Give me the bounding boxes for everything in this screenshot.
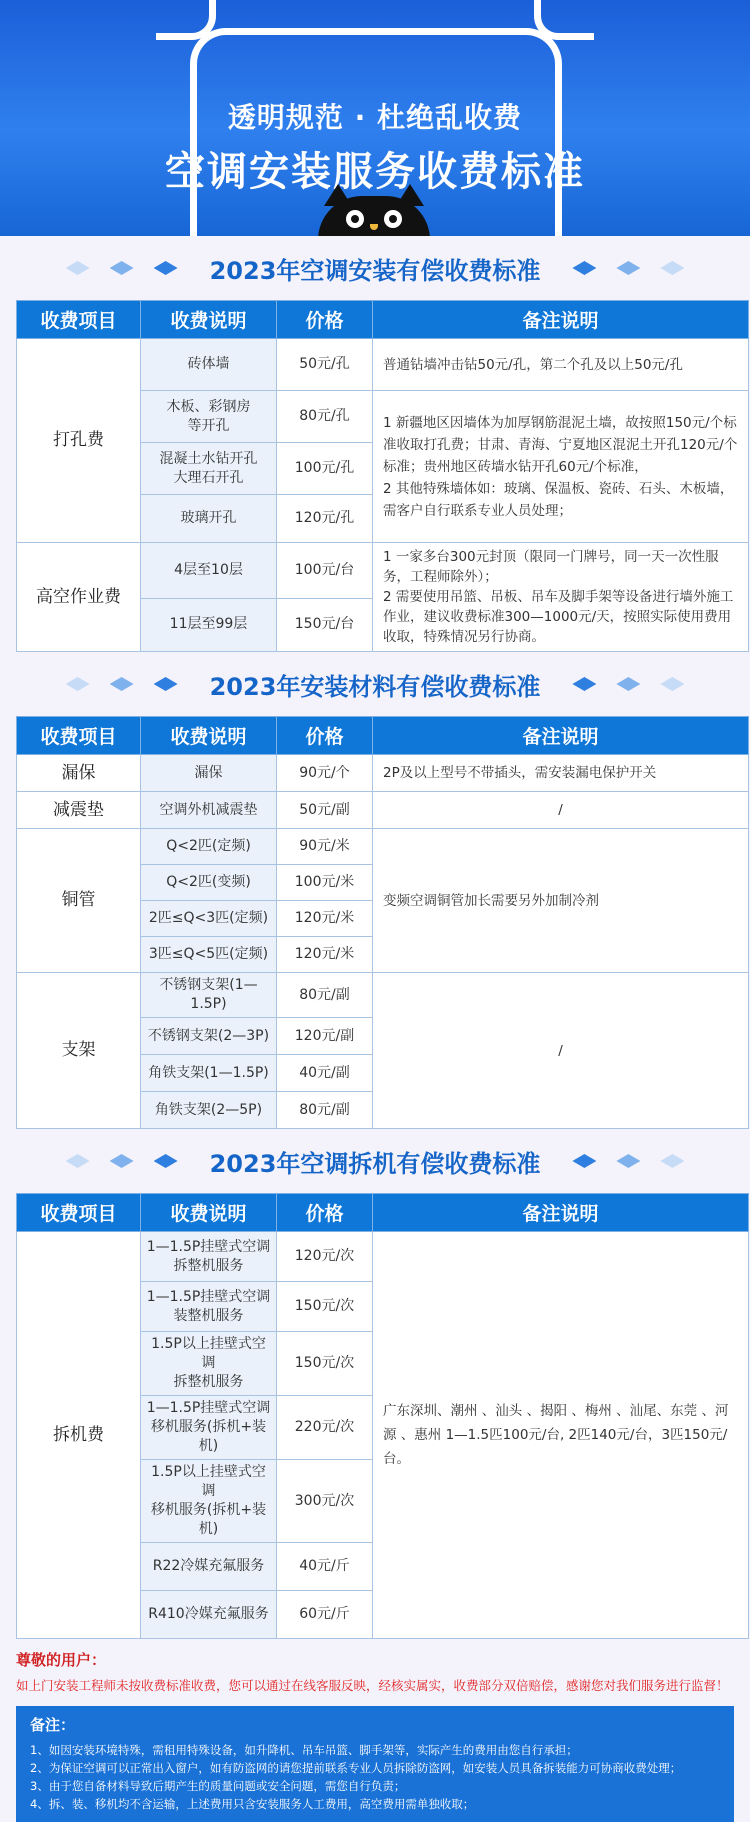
col-header-price: 价格 — [277, 301, 373, 339]
item-cell: 支架 — [17, 973, 141, 1129]
desc-cell: Q<2匹(定频) — [141, 829, 277, 865]
section-title-text: 2023年安装材料有偿收费标准 — [209, 672, 541, 701]
desc-cell: 4层至10层 — [141, 543, 277, 599]
notice-heading: 尊敬的用户： — [16, 1651, 107, 1669]
desc-cell: 不锈钢支架(1—1.5P) — [141, 973, 277, 1018]
install-fee-table — [16, 300, 749, 652]
price-cell: 80元/孔 — [277, 391, 373, 443]
table-row — [17, 1232, 749, 1282]
price-cell: 120元/次 — [277, 1232, 373, 1282]
item-cell: 打孔费 — [17, 339, 141, 543]
note-cell: 广东深圳、潮州 、汕头 、揭阳 、梅州 、汕尾、东莞 、河源 、惠州 1—1.5匹100元/台, 2匹140元/台，3匹150元/台。 — [373, 1232, 749, 1639]
desc-cell: 混凝土水钻开孔 大理石开孔 — [141, 443, 277, 495]
desc-cell: Q<2匹(变频) — [141, 865, 277, 901]
user-notice — [16, 1649, 734, 1694]
desc-cell: 砖体墙 — [141, 339, 277, 391]
table-row — [17, 973, 749, 1018]
price-cell: 40元/副 — [277, 1055, 373, 1092]
desc-cell: 角铁支架(2—5P) — [141, 1092, 277, 1129]
price-cell: 120元/米 — [277, 901, 373, 937]
price-cell: 150元/次 — [277, 1332, 373, 1396]
price-cell: 90元/米 — [277, 829, 373, 865]
note-cell: 1 新疆地区因墙体为加厚钢筋混泥土墙，故按照150元/个标准收取打孔费；甘肃、青海、宁夏地区混泥土开孔120元/个标准；贵州地区砖墙水钻开孔60元/个标准， 2 其他特殊墙体如：玻璃、保温板、瓷砖、石头、木板墙，需客户自行联系专业人员处理； — [373, 391, 749, 543]
col-header-desc: 收费说明 — [141, 301, 277, 339]
desc-cell: 玻璃开孔 — [141, 495, 277, 543]
note-cell: 1 一家多台300元封顶（限同一门牌号，同一天一次性服务，工程师除外）； 2 需要使用吊篮、吊板、吊车及脚手架等设备进行墙外施工作业，建议收费标准300—1000元/天，按照实际使用费用收取，特殊情况另行协商。 — [373, 543, 749, 652]
desc-cell: R22冷媒充氟服务 — [141, 1543, 277, 1591]
note-cell: / — [373, 973, 749, 1129]
col-header-item: 收费项目 — [17, 717, 141, 755]
desc-cell: 空调外机减震垫 — [141, 792, 277, 829]
section-title-material — [0, 652, 750, 716]
price-cell: 80元/副 — [277, 973, 373, 1018]
desc-cell: 漏保 — [141, 755, 277, 792]
price-cell: 300元/次 — [277, 1460, 373, 1543]
section-title-text: 2023年空调拆机有偿收费标准 — [209, 1149, 541, 1178]
col-header-note: 备注说明 — [373, 717, 749, 755]
remarks-line: 4、拆、装、移机均不含运输，上述费用只含安装服务人工费用，高空费用需单独收取； — [30, 1797, 475, 1811]
price-cell: 100元/孔 — [277, 443, 373, 495]
tmall-cat-icon — [318, 196, 430, 236]
remarks-line: 2、为保证空调可以正常出入窗户，如有防盗网的请您提前联系专业人员拆除防盗网，如安装人员具备拆装能力可协商收费处理； — [30, 1761, 682, 1775]
item-cell: 漏保 — [17, 755, 141, 792]
desc-cell: 2匹≤Q<3匹(定频) — [141, 901, 277, 937]
col-header-note: 备注说明 — [373, 1194, 749, 1232]
desc-cell: R410冷媒充氟服务 — [141, 1591, 277, 1639]
col-header-item: 收费项目 — [17, 1194, 141, 1232]
table-row — [17, 755, 749, 792]
desc-cell: 1—1.5P挂壁式空调 拆整机服务 — [141, 1232, 277, 1282]
table-row — [17, 829, 749, 865]
desc-cell: 11层至99层 — [141, 598, 277, 651]
price-cell: 120元/副 — [277, 1018, 373, 1055]
table-header-row — [17, 717, 749, 755]
col-header-note: 备注说明 — [373, 301, 749, 339]
price-cell: 150元/台 — [277, 598, 373, 651]
remarks-line: 1、如因安装环境特殊，需租用特殊设备，如升降机、吊车吊篮、脚手架等，实际产生的费用由您自行承担； — [30, 1743, 578, 1757]
note-cell: 变频空调铜管加长需要另外加制冷剂 — [373, 829, 749, 973]
price-cell: 50元/孔 — [277, 339, 373, 391]
col-header-price: 价格 — [277, 1194, 373, 1232]
price-cell: 150元/次 — [277, 1282, 373, 1332]
col-header-price: 价格 — [277, 717, 373, 755]
desc-cell: 1—1.5P挂壁式空调 装整机服务 — [141, 1282, 277, 1332]
notice-text: 如上门安装工程师未按收费标准收费，您可以通过在线客服反映，经核实属实，收费部分双倍赔偿，感谢您对我们服务进行监督！ — [16, 1678, 729, 1693]
desc-cell: 3匹≤Q<5匹(定频) — [141, 937, 277, 973]
table-row — [17, 792, 749, 829]
item-cell: 拆机费 — [17, 1232, 141, 1639]
price-cell: 50元/副 — [277, 792, 373, 829]
table-row — [17, 339, 749, 391]
note-cell: 2P及以上型号不带插头，需安装漏电保护开关 — [373, 755, 749, 792]
remarks-heading: 备注： — [30, 1716, 76, 1734]
removal-fee-table — [16, 1193, 749, 1639]
table-header-row — [17, 1194, 749, 1232]
price-cell: 220元/次 — [277, 1396, 373, 1460]
price-cell: 120元/米 — [277, 937, 373, 973]
section-title-text: 2023年空调安装有偿收费标准 — [209, 256, 541, 285]
section-title-install — [0, 236, 750, 300]
section-title-removal — [0, 1129, 750, 1193]
table-row — [17, 543, 749, 599]
desc-cell: 木板、彩钢房 等开孔 — [141, 391, 277, 443]
price-cell: 40元/斤 — [277, 1543, 373, 1591]
item-cell: 高空作业费 — [17, 543, 141, 652]
price-cell: 80元/副 — [277, 1092, 373, 1129]
price-cell: 60元/斤 — [277, 1591, 373, 1639]
header-banner — [0, 0, 750, 236]
table-header-row — [17, 301, 749, 339]
price-cell: 90元/个 — [277, 755, 373, 792]
desc-cell: 1.5P以上挂壁式空调 移机服务(拆机+装机) — [141, 1460, 277, 1543]
price-cell: 120元/孔 — [277, 495, 373, 543]
item-cell: 铜管 — [17, 829, 141, 973]
header-title: 空调安装服务收费标准 — [165, 149, 585, 195]
desc-cell: 1.5P以上挂壁式空调 拆整机服务 — [141, 1332, 277, 1396]
remarks-box — [16, 1706, 734, 1822]
desc-cell: 1—1.5P挂壁式空调 移机服务(拆机+装机) — [141, 1396, 277, 1460]
remarks-line: 3、由于您自备材料导致后期产生的质量问题或安全问题，需您自行负责； — [30, 1779, 406, 1793]
item-cell: 减震垫 — [17, 792, 141, 829]
price-cell: 100元/台 — [277, 543, 373, 599]
desc-cell: 角铁支架(1—1.5P) — [141, 1055, 277, 1092]
col-header-item: 收费项目 — [17, 301, 141, 339]
col-header-desc: 收费说明 — [141, 1194, 277, 1232]
col-header-desc: 收费说明 — [141, 717, 277, 755]
price-cell: 100元/米 — [277, 865, 373, 901]
header-subtitle: 透明规范 · 杜绝乱收费 — [227, 101, 523, 134]
note-cell: / — [373, 792, 749, 829]
note-cell: 普通钻墙冲击钻50元/孔，第二个孔及以上50元/孔 — [373, 339, 749, 391]
material-fee-table — [16, 716, 749, 1129]
desc-cell: 不锈钢支架(2—3P) — [141, 1018, 277, 1055]
